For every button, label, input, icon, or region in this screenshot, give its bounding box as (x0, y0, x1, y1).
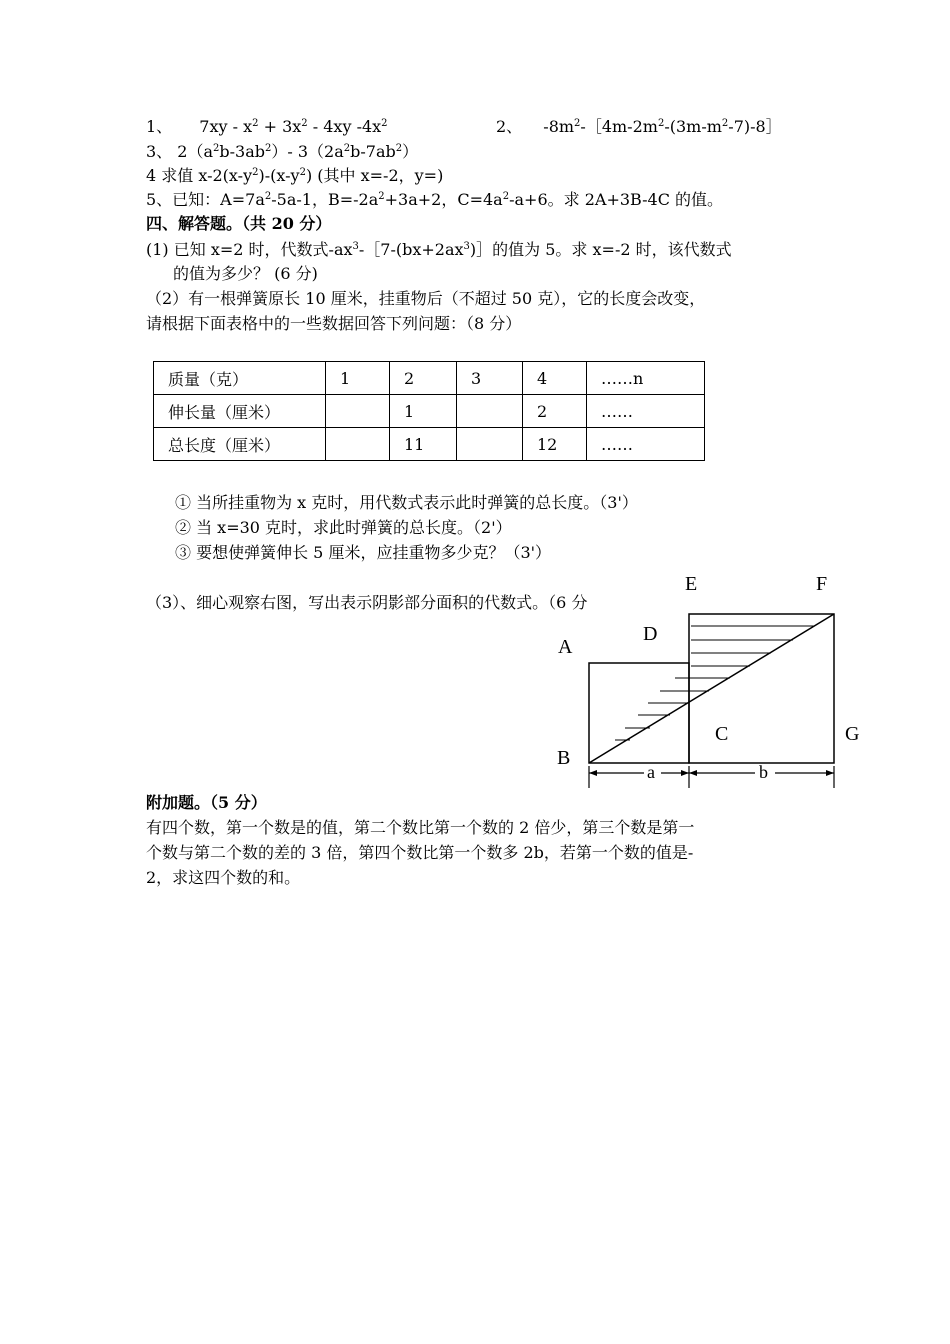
bonus-line-2: 个数与第二个数的差的 3 倍，第四个数比第一个数多 2b，若第一个数的值是- (146, 843, 694, 862)
bonus-heading: 附加题。（5 分） (146, 793, 267, 812)
table-cell: 3 (457, 362, 523, 395)
label-e: E (685, 573, 698, 595)
label-g: G (845, 723, 860, 745)
problem-5: 5、已知：$A=7a^2-5a-1$，$B=-2a^2+3a+2$，$C=4a^2-a+6$。求 2A+3B-4C 的值。 (146, 190, 724, 209)
bonus-line-3: 2，求这四个数的和。 (146, 868, 301, 887)
small-square (589, 663, 689, 763)
dimension-lines (589, 766, 834, 788)
label-f: F (816, 573, 828, 595)
question-2-line-1: （2）有一根弹簧原长 10 厘米，挂重物后（不超过 50 克），它的长度会改变， (146, 289, 706, 308)
table-cell: 2 (390, 362, 457, 395)
table-cell: 4 (523, 362, 587, 395)
problem-2: 2、 $-8m^2-[4m-2m^2-(3m-m^2-7)-8]$ (496, 117, 782, 136)
question-1-line-2: 的值为多少？ (6 分) (173, 264, 318, 283)
problem-3: 3、 $2(a^2b-3ab^2)-$ $3(2a^2b-7ab^2)$ (146, 142, 419, 161)
sub-question-3: ③ 要想使弹簧伸长 5 厘米，应挂重物多少克？（3'） (175, 543, 552, 562)
table-cell: 质量（克） (154, 362, 326, 395)
label-a: A (558, 636, 573, 658)
table-cell: ……n (587, 362, 705, 395)
label-c: C (715, 723, 729, 745)
bonus-line-1: 有四个数，第一个数是的值，第二个数比第一个数的 2 倍少，第三个数是第一 (146, 818, 695, 837)
question-2-line-2: 请根据下面表格中的一些数据回答下列问题：（8 分） (146, 314, 522, 333)
table-cell: 2 (523, 395, 587, 428)
table-cell: 总长度（厘米） (154, 428, 326, 461)
table-cell: 11 (390, 428, 457, 461)
problem-4: 4 求值 $x-2(x-y^2)-(x-y^2)$ (其中 x=-2，y=) (146, 166, 444, 185)
problem-1: 1、 $7xy - x^2 + 3x^2 - 4xy$ $-4x^2$ (146, 117, 388, 136)
table-cell: 12 (523, 428, 587, 461)
table-cell: 伸长量（厘米） (154, 395, 326, 428)
label-b: B (557, 747, 571, 769)
question-3: （3）、细心观察右图，写出表示阴影部分面积的代数式。（6 分 (146, 593, 588, 612)
diagonal-line (589, 614, 834, 763)
table-cell: 1 (390, 395, 457, 428)
sub-question-2: ② 当 x=30 克时，求此时弹簧的总长度。（2'） (175, 518, 512, 537)
label-d: D (643, 623, 658, 645)
table-cell: …… (587, 395, 705, 428)
question-1-line-1: (1) 已知 x=2 时，代数式$-ax^3-[7-(bx+2ax^3)]$的值为 5。求 x=-2 时，该代数式 (146, 240, 732, 259)
table-cell: …… (587, 428, 705, 461)
dimension-label-a: a (647, 762, 655, 782)
section-4-heading: 四、解答题。（共 20 分） (146, 214, 332, 233)
sub-question-1: ① 当所挂重物为 x 克时，用代数式表示此时弹簧的总长度。（3'） (175, 493, 638, 512)
table-cell: 1 (326, 362, 390, 395)
dimension-label-b: b (759, 762, 768, 782)
